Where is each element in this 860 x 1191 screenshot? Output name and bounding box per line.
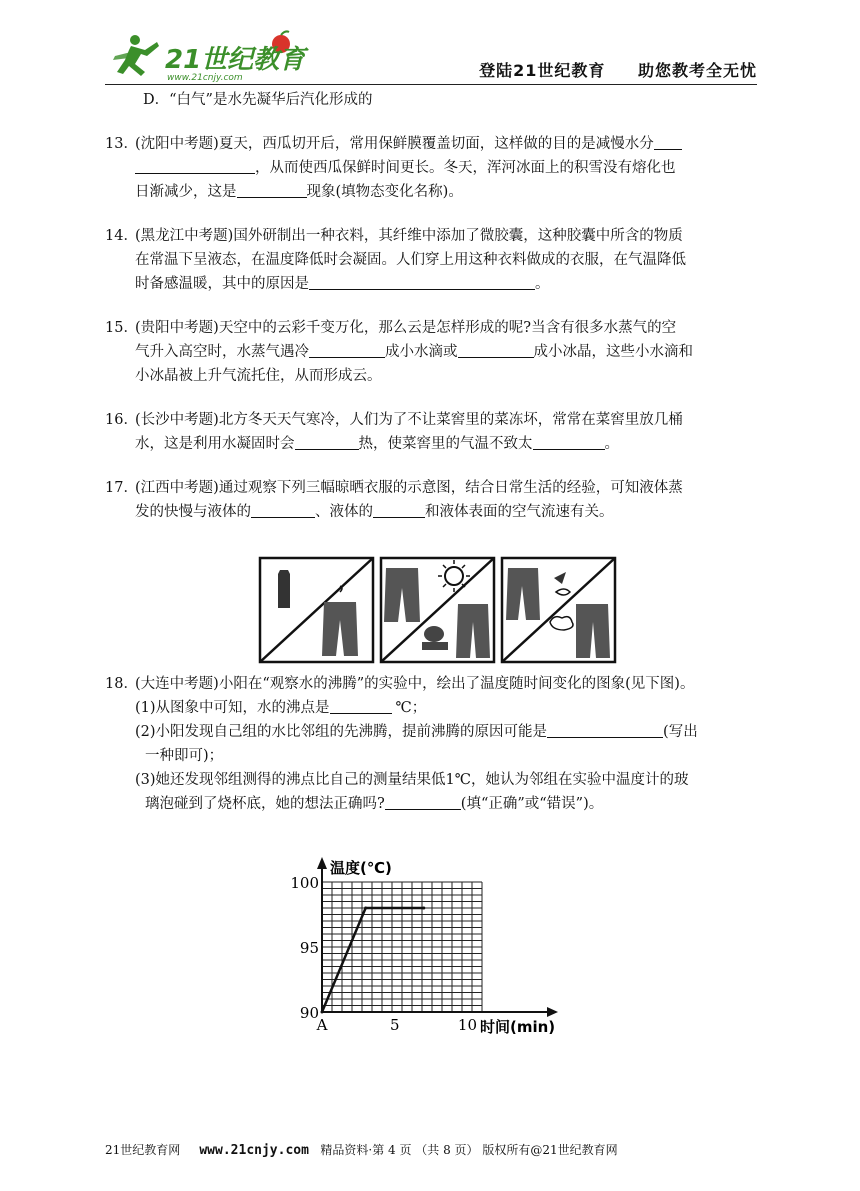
question-text: (2)小阳发现自己组的水比邻组的先沸腾，提前沸腾的原因可能是 xyxy=(135,724,548,740)
question-text: 成小冰晶，这些小水滴和 xyxy=(533,344,693,360)
question-text: 璃泡碰到了烧杯底，她的想法正确吗? xyxy=(145,796,385,812)
chart-svg xyxy=(292,857,572,1057)
y-axis-arrow xyxy=(317,857,327,869)
answer-blank[interactable] xyxy=(547,722,663,738)
question-text: 日渐减少，这是 xyxy=(135,184,237,200)
page-footer xyxy=(105,1141,765,1158)
question-text: 。 xyxy=(535,276,550,292)
answer-blank[interactable] xyxy=(309,342,385,358)
answer-blank[interactable] xyxy=(237,182,307,198)
question-number: 17． xyxy=(105,480,138,496)
footer-page-info: 精品资料·第 4 页 （共 8 页） 版权所有@21世纪教育网 xyxy=(320,1143,618,1157)
question-text: (黑龙江中考题)国外研制出一种衣料，其纤维中添加了微胶囊，这种胶囊中所含的物质 xyxy=(135,228,683,244)
question-text: 。 xyxy=(604,436,619,452)
answer-blank[interactable] xyxy=(385,794,461,810)
drying-clothes-figure xyxy=(258,556,618,664)
question-text: (长沙中考题)北方冬天天气寒冷，人们为了不让菜窖里的菜冻坏，常常在菜窖里放几桶 xyxy=(135,412,683,428)
answer-blank[interactable] xyxy=(295,434,359,450)
question-text: 时备感温暖，其中的原因是 xyxy=(135,276,309,292)
question-16 xyxy=(105,408,765,456)
y-tick-label: 95 xyxy=(299,939,319,957)
answer-blank[interactable] xyxy=(458,342,534,358)
answer-blank[interactable] xyxy=(373,502,425,518)
boiling-chart xyxy=(292,857,572,1057)
footer-url[interactable]: www.21cnjy.com xyxy=(199,1143,309,1158)
svg-text:21世纪教育: 21世纪教育 xyxy=(165,45,306,75)
question-text: 热，使菜窖里的气温不致太 xyxy=(358,436,533,452)
data-point xyxy=(422,907,425,910)
question-text: (江西中考题)通过观察下列三幅晾晒衣服的示意图，结合日常生活的经验，可知液体蒸 xyxy=(135,480,683,496)
question-text: (写出 xyxy=(663,724,698,740)
answer-blank[interactable] xyxy=(309,274,535,290)
question-15 xyxy=(105,316,765,388)
answer-blank[interactable] xyxy=(533,434,605,450)
answer-blank[interactable] xyxy=(330,698,392,714)
question-text: 、液体的 xyxy=(315,504,373,520)
answer-blank[interactable] xyxy=(135,158,255,174)
question-text: (3)她还发现邻组测得的沸点比自己的测量结果低1℃，她认为邻组在实验中温度计的玻 xyxy=(135,772,689,788)
question-text: (沈阳中考题)夏天，西瓜切开后，常用保鲜膜覆盖切面，这样做的目的是减慢水分 xyxy=(135,136,654,152)
answer-blank[interactable] xyxy=(251,502,315,518)
page-header xyxy=(105,28,757,86)
footer-site: 21世纪教育网 xyxy=(105,1143,181,1157)
question-text: ，从而使西瓜保鲜时间更长。冬天，浑河冰面上的积雪没有熔化也 xyxy=(255,160,676,176)
question-number: 16． xyxy=(105,412,138,428)
slogan-right: 助您教考全无忧 xyxy=(637,61,757,80)
question-text: 气升入高空时，水蒸气遇冷 xyxy=(135,344,309,360)
slogan-left: 登陆21世纪教育 xyxy=(479,61,606,80)
question-text: (填“正确”或“错误”)。 xyxy=(460,796,604,812)
question-text: 发的快慢与液体的 xyxy=(135,504,251,520)
y-tick-label: 90 xyxy=(299,1004,319,1022)
logo xyxy=(105,28,315,82)
question-18 xyxy=(105,672,765,816)
question-text: (大连中考题)小阳在“观察水的沸腾”的实验中，绘出了温度随时间变化的图象(见下图)。 xyxy=(135,676,695,692)
header-divider xyxy=(105,84,757,85)
question-text: 水，这是利用水凝固时会 xyxy=(135,436,295,452)
question-list xyxy=(105,88,765,816)
answer-blank[interactable] xyxy=(654,134,682,150)
question-14 xyxy=(105,224,765,296)
question-text: 在常温下呈液态，在温度降低时会凝固。人们穿上用这种衣料做成的衣服，在气温降低 xyxy=(135,252,686,268)
question-number: 14． xyxy=(105,228,138,244)
data-point xyxy=(321,1011,324,1014)
question-13 xyxy=(105,132,765,204)
question-number: 15． xyxy=(105,320,138,336)
question-number: 13． xyxy=(105,136,138,152)
question-17 xyxy=(105,476,765,524)
y-tick-label: 100 xyxy=(292,874,319,892)
question-text: 成小水滴或 xyxy=(385,344,458,360)
drying-clothes-icon xyxy=(258,556,618,664)
header-slogan xyxy=(453,58,757,81)
option-d: D．“白气”是水先凝华后汽化形成的 xyxy=(143,92,373,108)
y-axis-label: 温度(℃) xyxy=(330,859,392,877)
svg-text:www.21cnjy.com: www.21cnjy.com xyxy=(167,73,243,82)
x-axis-arrow xyxy=(547,1007,558,1017)
origin-label: A xyxy=(316,1016,328,1034)
data-point xyxy=(364,907,367,910)
question-number: 18． xyxy=(105,676,138,692)
x-tick-label: 5 xyxy=(389,1016,400,1034)
question-text: (1)从图象中可知，水的沸点是 xyxy=(135,700,330,716)
x-tick-label: 10 xyxy=(457,1016,478,1034)
question-text: (贵阳中考题)天空中的云彩千变万化，那么云是怎样形成的呢?当含有很多水蒸气的空 xyxy=(135,320,677,336)
logo-icon xyxy=(105,28,315,82)
question-text: 一种即可)； xyxy=(145,748,224,764)
question-text: 和液体表面的空气流速有关。 xyxy=(425,504,614,520)
question-text: ℃； xyxy=(395,700,427,716)
question-text: 现象(填物态变化名称)。 xyxy=(306,184,463,200)
question-text: 小冰晶被上升气流托住，从而形成云。 xyxy=(135,368,382,384)
x-axis-label: 时间(min) xyxy=(480,1018,556,1036)
